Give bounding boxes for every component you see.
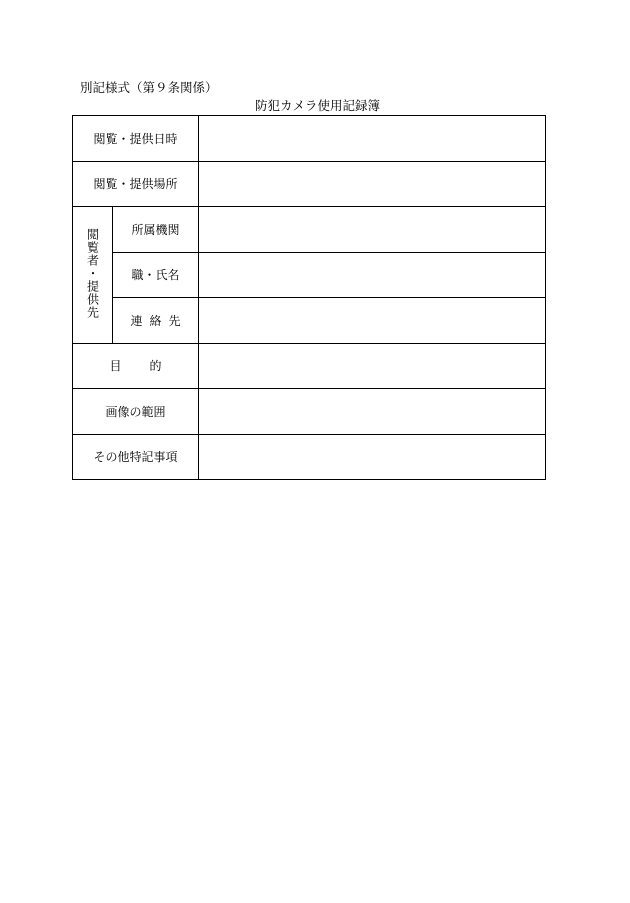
document-title: 防犯カメラ使用記録簿 — [255, 98, 381, 113]
row-purpose — [73, 343, 546, 389]
value-purpose[interactable] — [199, 343, 546, 389]
row-other-notes — [73, 434, 546, 480]
label-contact: 連絡先 — [130, 313, 188, 328]
value-other-notes[interactable] — [199, 434, 546, 480]
value-image-range[interactable] — [199, 389, 546, 435]
label-other-notes: その他特記事項 — [73, 434, 199, 480]
row-view-datetime — [73, 116, 546, 162]
label-image-range: 画像の範囲 — [73, 389, 199, 435]
row-image-range — [73, 389, 546, 435]
value-view-place[interactable] — [199, 161, 546, 207]
value-contact[interactable] — [199, 298, 546, 344]
row-affiliation — [73, 207, 546, 253]
viewer-group-label: 閲覧者・提供先 — [85, 227, 100, 319]
label-purpose: 目的 — [109, 359, 190, 374]
row-view-place — [73, 161, 546, 207]
value-affiliation[interactable] — [199, 207, 546, 253]
form-reference: 別記様式（第９条関係） — [80, 80, 218, 95]
label-position-name: 職・氏名 — [113, 252, 199, 298]
viewer-group-cell — [73, 207, 113, 344]
label-contact-cell — [113, 298, 199, 344]
label-view-place: 閲覧・提供場所 — [73, 161, 199, 207]
label-purpose-cell — [73, 343, 199, 389]
row-contact — [73, 298, 546, 344]
value-position-name[interactable] — [199, 252, 546, 298]
record-table — [72, 115, 546, 480]
row-position-name — [73, 252, 546, 298]
label-view-datetime: 閲覧・提供日時 — [73, 116, 199, 162]
value-view-datetime[interactable] — [199, 116, 546, 162]
label-affiliation: 所属機関 — [113, 207, 199, 253]
